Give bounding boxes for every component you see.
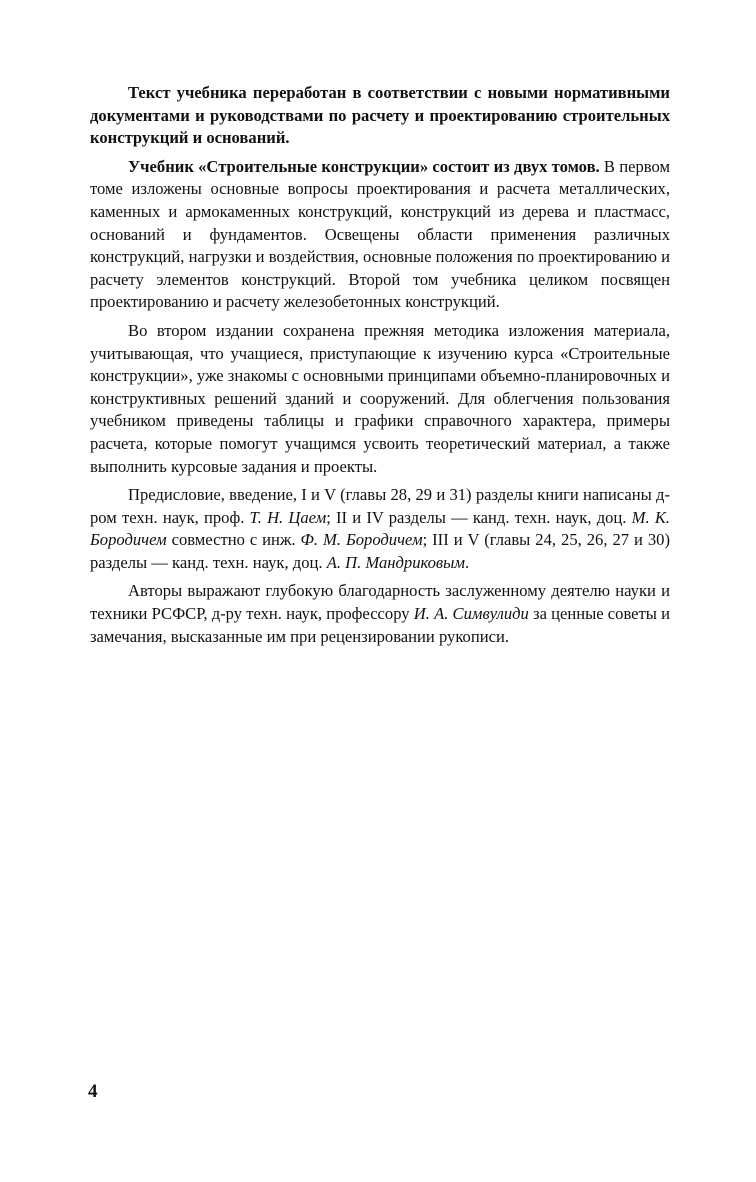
ack-text-2: за ценные советы и замечания, высказанные им при рецензировании рукописи. <box>90 604 671 646</box>
preface-text <box>90 82 670 654</box>
paragraph-acknowledgement <box>90 580 670 648</box>
authors-text-3: совместно с инж. <box>166 530 301 550</box>
authors-text-1: Предисловие, введение, I и V (главы 28, 29 и 31) разделы книги написаны д-ром техн. наук, проф. <box>90 485 670 527</box>
author-name-borodich-mk: М. К. Бородичем <box>90 507 670 550</box>
ack-text-1: Авторы выражают глубокую благодарность заслуженному деятелю науки и техники РСФСР, д-ру техн. наук, профессору <box>90 581 670 624</box>
author-name-mandrikov: А. П. Мандриковым <box>326 552 465 572</box>
paragraph-volumes-lead: Учебник «Строительные конструкции» состоит из двух томов. <box>128 156 600 176</box>
authors-text-5: . <box>464 552 470 572</box>
paragraph-methodology: Во втором издании сохранена прежняя методика изложения материала, учитывающая, что учащиеся, приступающие к изучению курса «Строительные конструкции», уже знакомы с основными принципами объемно-планировочных и конструктивных решений зданий и сооружений. Для облегчения пользования учебником приведены таблицы и графики справочного характера, примеры расчета, которые помогут учащимся усвоить теоретический материал, а также выполнить курсовые задания и проекты. <box>90 320 670 476</box>
paragraph-authors <box>90 484 670 574</box>
author-name-tsaem: Т. Н. Цаем <box>249 507 327 527</box>
paragraph-revision-note: Текст учебника переработан в соответствии с новыми нормативными документами и руководствами по расчету и проектированию строительных конструкций и оснований. <box>90 83 670 148</box>
paragraph-volumes-body: В первом томе изложены основные вопросы проектирования и расчета металлических, каменных и армокаменных конструкций, конструкций из дерева и пластмасс, оснований и фундаментов. Освещены области применения различных конструкций, нагрузки и воздействия, основные положения по проектированию и расчету элементов конструкций. Второй том учебника целиком посвящен проектированию и расчету железобетонных конструкций. <box>90 156 670 312</box>
reviewer-name-simvulidi: И. А. Симвулиди <box>413 604 529 624</box>
authors-text-4: ; III и V (главы 24, 25, 26, 27 и 30) разделы — канд. техн. наук, доц. <box>90 530 670 572</box>
authors-text-2: ; II и IV разделы — канд. техн. наук, доц. <box>326 507 632 527</box>
page-number: 4 <box>88 1081 98 1102</box>
paragraph-volumes <box>90 156 670 314</box>
author-name-borodich-fm: Ф. М. Бородичем <box>300 530 423 550</box>
